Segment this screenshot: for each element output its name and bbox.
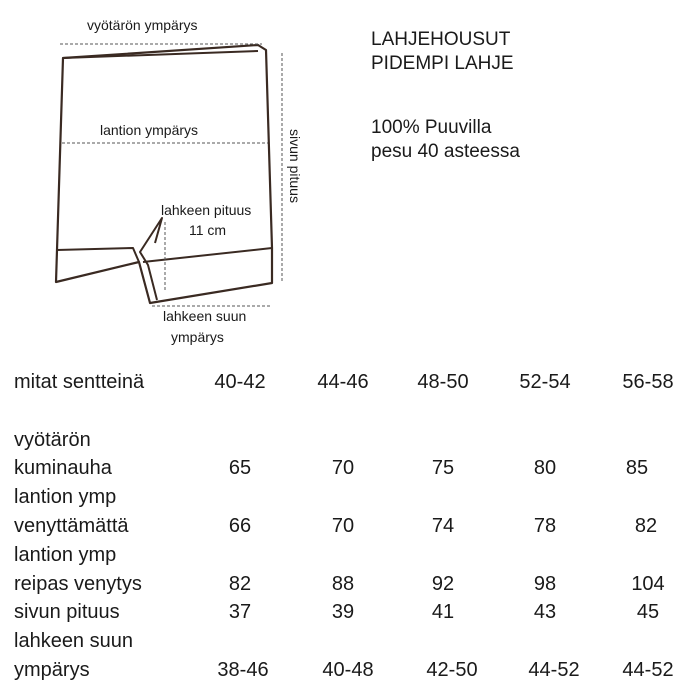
- row-label: reipas venytys: [14, 573, 142, 595]
- material-text: 100% Puuvilla: [371, 117, 492, 138]
- table-cell: 85: [625, 457, 649, 479]
- table-cell: 45: [636, 601, 660, 623]
- row-label: lantion ymp: [14, 544, 117, 566]
- waist-label: vyötärön ympärys: [87, 17, 198, 33]
- row-label: venyttämättä: [14, 515, 129, 537]
- row-label: sivun pituus: [14, 601, 120, 623]
- row-label: ympärys: [14, 659, 90, 681]
- shorts-diagram: [0, 0, 360, 360]
- side-length-label: sivun pituus: [287, 129, 303, 203]
- table-cell: 40-48: [322, 659, 374, 681]
- size-header: 52-54: [519, 371, 571, 393]
- cuff-seam-left: [57, 248, 139, 262]
- size-header: 40-42: [214, 371, 266, 393]
- table-cell: 82: [228, 573, 252, 595]
- product-title: LAHJEHOUSUT: [371, 29, 511, 50]
- hip-label: lantion ympärys: [100, 122, 199, 138]
- size-header: 48-50: [417, 371, 469, 393]
- table-cell: 66: [228, 515, 252, 537]
- leg-length-value: 11 cm: [189, 222, 227, 238]
- cuff-seam-right: [143, 248, 272, 262]
- table-cell: 39: [331, 601, 355, 623]
- table-cell: 43: [533, 601, 557, 623]
- size-header: 56-58: [622, 371, 674, 393]
- row-label: lahkeen suun: [14, 630, 133, 652]
- shorts-outline: [56, 45, 272, 303]
- size-header: 44-46: [317, 371, 369, 393]
- table-cell: 42-50: [426, 659, 478, 681]
- table-cell: 41: [431, 601, 455, 623]
- table-cell: 44-52: [528, 659, 580, 681]
- table-cell: 75: [431, 457, 455, 479]
- table-cell: 104: [631, 573, 665, 595]
- row-label: kuminauha: [14, 457, 112, 479]
- leg-opening-label-line1: lahkeen suun: [163, 308, 247, 324]
- table-cell: 70: [331, 515, 355, 537]
- washing-text: pesu 40 asteessa: [371, 141, 520, 162]
- table-cell: 65: [228, 457, 252, 479]
- leg-length-label: lahkeen pituus: [161, 202, 252, 218]
- inseam: [140, 218, 162, 300]
- product-care-block: [371, 116, 520, 164]
- product-title-block: [371, 28, 514, 76]
- table-cell: 88: [331, 573, 355, 595]
- table-cell: 78: [533, 515, 557, 537]
- table-cell: 92: [431, 573, 455, 595]
- table-cell: 38-46: [217, 659, 269, 681]
- table-cell: 37: [228, 601, 252, 623]
- table-cell: 70: [331, 457, 355, 479]
- table-cell: 98: [533, 573, 557, 595]
- table-cell: 44-52: [622, 659, 674, 681]
- row-label: vyötärön: [14, 429, 91, 451]
- table-cell: 80: [533, 457, 557, 479]
- leg-opening-label-line2: ympärys: [171, 329, 224, 345]
- row-label: lantion ymp: [14, 486, 117, 508]
- table-cell: 74: [431, 515, 455, 537]
- table-cell: 82: [634, 515, 658, 537]
- product-subtitle: PIDEMPI LAHJE: [371, 53, 514, 74]
- table-header-label: mitat sentteinä: [14, 371, 145, 393]
